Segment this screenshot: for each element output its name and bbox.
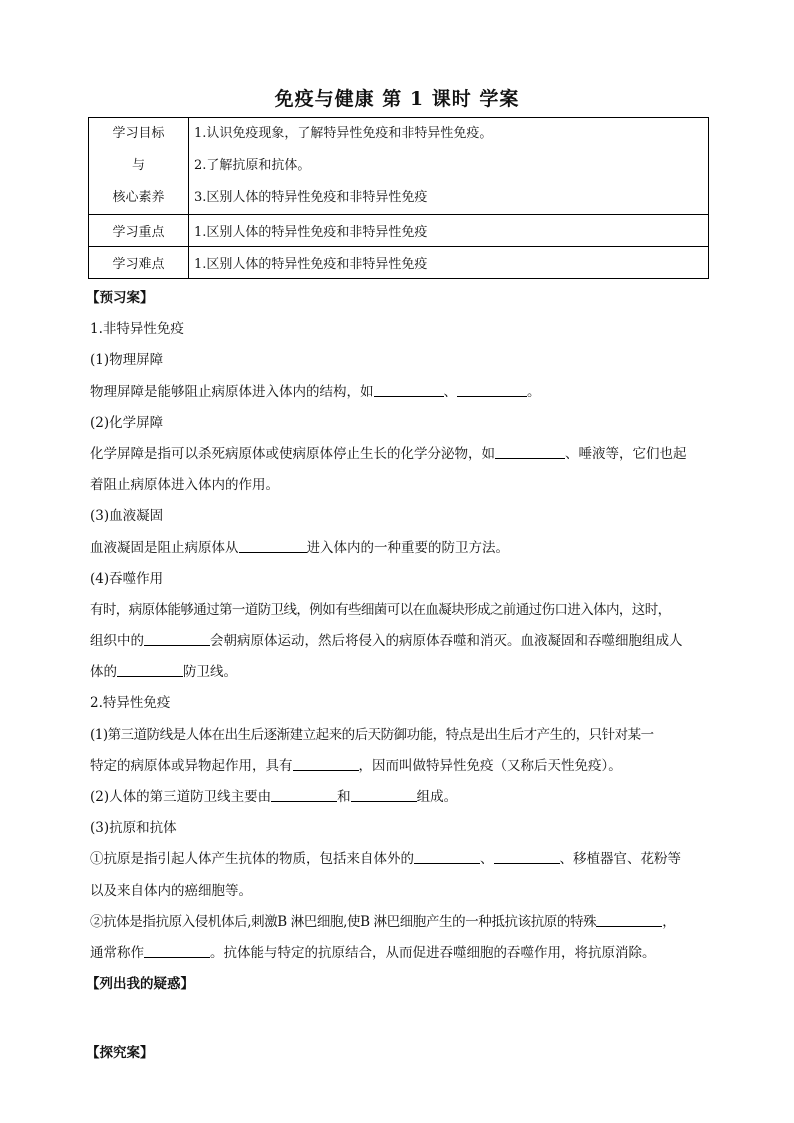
paragraph-line: 着阻止病原体进入体内的作用。	[90, 477, 279, 494]
paragraph-line: 有时，病原体能够通过第一道防卫线，例如有些细菌可以在血凝块形成之前通过伤口进入体内，这时，	[90, 601, 671, 618]
text: 组织中的	[90, 633, 144, 650]
text: ①抗原是指引起人体产生抗体的物质，包括来自体外的	[90, 851, 414, 868]
text: 物理屏障是能够阻止病原体进入体内的结构，如	[90, 383, 374, 400]
key-points-value: 1.区别人体的特异性免疫和非特异性免疫	[189, 215, 709, 247]
fill-blank[interactable]	[144, 632, 210, 646]
subsection-heading: (1)物理屏障	[90, 352, 164, 369]
text: 组成。	[416, 789, 458, 805]
paragraph-line: 以及来自体内的癌细胞等。	[90, 882, 252, 899]
paragraph-line	[90, 938, 710, 969]
objectives-label-cell	[89, 118, 189, 215]
paragraph-line	[90, 751, 710, 782]
fill-blank[interactable]	[293, 757, 359, 771]
objectives-label-line: 与	[131, 158, 145, 173]
text: 会朝病原体运动，然后将侵入的病原体吞噬和消灭。血液凝固和吞噬细胞组成人	[210, 633, 683, 650]
text: 、唾液等，它们也起	[565, 445, 687, 462]
text: ，	[662, 913, 676, 930]
text: ，因而叫做特异性免疫（又称后天性免疫）。	[358, 757, 622, 774]
fill-blank[interactable]	[239, 539, 307, 553]
fill-blank[interactable]	[374, 383, 444, 397]
paragraph-line	[90, 907, 710, 938]
fill-blank[interactable]	[494, 850, 560, 864]
text: 、移植器官、花粉等	[559, 851, 681, 868]
paragraph-line	[90, 657, 710, 688]
paragraph-line	[90, 782, 710, 813]
section-heading: 2.特异性免疫	[90, 695, 171, 712]
text: 。抗体能与特定的抗原结合，从而促进吞噬细胞的吞噬作用，将抗原消除。	[210, 944, 656, 961]
difficulty-value: 1.区别人体的特异性免疫和非特异性免疫	[189, 247, 709, 279]
objective-item: 2.了解抗原和抗体。	[194, 158, 311, 173]
doubts-heading: 【列出我的疑惑】	[86, 976, 194, 993]
text: ②抗体是指抗原入侵机体后,刺激B 淋巴细胞,使B 淋巴细胞产生的一种抵抗该抗原的特殊	[90, 913, 597, 930]
subsection-heading: (4)吞噬作用	[90, 570, 164, 587]
paragraph-line	[90, 533, 710, 564]
fill-blank[interactable]	[351, 788, 417, 802]
key-points-label: 学习重点	[89, 215, 189, 247]
fill-blank[interactable]	[495, 445, 565, 459]
text: 通常称作	[90, 944, 144, 961]
text: 和	[337, 789, 351, 805]
text: 、	[480, 851, 494, 868]
objectives-table	[88, 117, 709, 279]
explore-heading: 【探究案】	[86, 1045, 154, 1062]
text: (2)人体的第三道防卫线主要由	[90, 789, 272, 805]
text: 。	[527, 383, 541, 400]
paragraph-line: (1)第三道防线是人体在出生后逐渐建立起来的后天防御功能，特点是出生后才产生的，只针对某一	[90, 726, 654, 743]
subsection-heading: (3)抗原和抗体	[90, 820, 177, 837]
section-heading: 1.非特异性免疫	[90, 321, 184, 338]
subsection-heading: (3)血液凝固	[90, 508, 164, 525]
difficulty-label: 学习难点	[89, 247, 189, 279]
blank-space	[90, 1000, 710, 1038]
fill-blank[interactable]	[596, 913, 662, 927]
fill-blank[interactable]	[414, 850, 480, 864]
paragraph-line	[90, 626, 710, 657]
objectives-label-line: 核心素养	[112, 190, 165, 205]
fill-blank[interactable]	[271, 788, 337, 802]
preview-heading: 【预习案】	[86, 290, 154, 306]
objective-item: 3.区别人体的特异性免疫和非特异性免疫	[194, 190, 428, 205]
text: 防卫线。	[183, 664, 237, 681]
text: 进入体内的一种重要的防卫方法。	[306, 539, 509, 556]
text: 特定的病原体或异物起作用，具有	[90, 757, 293, 774]
objectives-cell	[189, 118, 709, 215]
text: 、	[443, 383, 457, 400]
text: 血液凝固是阻止病原体从	[90, 539, 239, 556]
paragraph-line	[90, 377, 710, 408]
objective-item: 1.认识免疫现象，了解特异性免疫和非特异性免疫。	[194, 126, 493, 141]
fill-blank[interactable]	[117, 663, 183, 677]
page-title: 免疫与健康 第 1 课时 学案	[274, 88, 520, 110]
subsection-heading: (2)化学屏障	[90, 414, 164, 431]
text: 化学屏障是指可以杀死病原体或使病原体停止生长的化学分泌物，如	[90, 445, 495, 462]
worksheet-body	[86, 283, 710, 1070]
objectives-label-line: 学习目标	[112, 126, 165, 141]
paragraph-line	[90, 844, 710, 875]
fill-blank[interactable]	[144, 944, 210, 958]
text: 体的	[90, 664, 117, 681]
fill-blank[interactable]	[457, 383, 527, 397]
paragraph-line	[90, 439, 710, 470]
